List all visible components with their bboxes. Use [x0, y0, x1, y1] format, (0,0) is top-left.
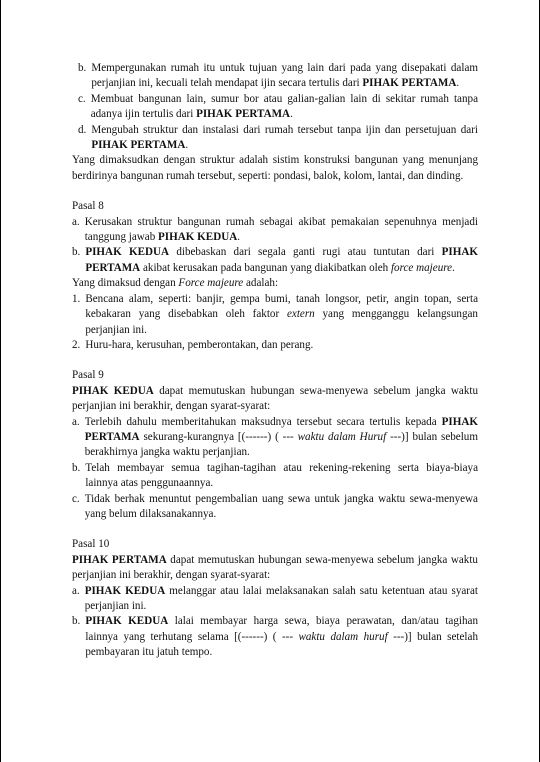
list-marker: d.: [78, 123, 87, 136]
list-item: [72, 92, 478, 123]
list-item: [72, 61, 478, 92]
list-text: Bencana alam, seperti: banjir, gempa bumi, tanah longsor, petir, angin topan, serta kebakaran yang disebabkan oleh faktor extern yang mengganggu kelangsungan perjanjian ini.: [85, 292, 478, 336]
list-text: Membuat bangunan lain, sumur bor atau galian-galian lain di sekitar rumah tanpa adanya ijin tertulis dari PIHAK PERTAMA.: [90, 92, 478, 121]
list-marker: a.: [72, 584, 80, 597]
list-text: Mempergunakan rumah itu untuk tujuan yang lain dari pada yang disepakati dalam perjanjian ini, kecuali telah mendapat ijin secara tertulis dari PIHAK PERTAMA.: [91, 62, 478, 90]
list-text: Kerusakan struktur bangunan rumah sebagai akibat pemakaian sepenuhnya menjadi tanggung jawab PIHAK KEDUA.: [84, 215, 478, 244]
list-item: [72, 245, 478, 276]
list-text: Telah membayar semua tagihan-tagihan atau rekening-rekening serta biaya-biaya lainnya atas penggunaannya.: [85, 461, 478, 490]
struktur-paragraph: Yang dimaksudkan dengan struktur adalah sistim konstruksi bangunan yang menunjang berdirinya bangunan rumah tersebut, seperti: pondasi, balok, kolom, lantai, dan dinding.: [72, 154, 478, 182]
pasal9-heading: Pasal 9: [72, 369, 104, 382]
list-text: Mengubah struktur dan instalasi dari rumah tersebut tanpa ijin dan persetujuan dari PIHAK PERTAMA.: [91, 123, 478, 152]
list-marker: a.: [72, 215, 80, 228]
force-majeure-definition: Yang dimaksud dengan Force majeure adalah:: [72, 277, 279, 290]
list-item: [72, 415, 478, 461]
numbered-item: [72, 338, 478, 353]
list-marker: b.: [72, 461, 81, 474]
list-item: [72, 614, 478, 660]
list-text: Huru-hara, kerusuhan, pemberontakan, dan perang.: [85, 338, 314, 351]
list-text: PIHAK KEDUA lalai membayar harga sewa, biaya perawatan, dan/atau tagihan lainnya yang terhutang selama [(------) ( --- waktu dalam huruf ---)] bulan setelah pembayaran itu jatuh tempo.: [85, 615, 479, 659]
list-marker: c.: [78, 92, 86, 105]
list-text: PIHAK KEDUA dibebaskan dari segala ganti rugi atau tuntutan dari PIHAK PERTAMA akibat kerusakan pada bangunan yang diakibatkan oleh force majeure.: [85, 246, 479, 274]
list-item: [72, 584, 478, 615]
list-item: [72, 123, 478, 154]
list-marker: b.: [72, 246, 81, 259]
pasal9-intro: PIHAK KEDUA dapat memutuskan hubungan sewa-menyewa sebelum jangka waktu perjanjian ini berakhir, dengan syarat-syarat:: [72, 384, 478, 413]
list-item: [72, 215, 478, 246]
list-item: [72, 461, 478, 492]
list-text: PIHAK KEDUA melanggar atau lalai melaksanakan salah satu ketentuan atau syarat perjanjian ini.: [84, 584, 478, 612]
list-text: Terlebih dahulu memberitahukan maksudnya tersebut secara tertulis kepada PIHAK PERTAMA sekurang-kurangnya [(------) ( --- waktu dalam Huruf ---)] bulan sebelum berakhirnya jangka waktu perjanjian.: [84, 415, 478, 459]
pasal10-intro: PIHAK PERTAMA dapat memutuskan hubungan sewa-menyewa sebelum jangka waktu perjanjian ini berakhir, dengan syarat-syarat:: [72, 553, 478, 582]
list-marker: b.: [72, 615, 81, 628]
pasal10-heading: Pasal 10: [72, 538, 110, 551]
list-marker: 1.: [72, 292, 81, 305]
list-marker: b.: [78, 62, 87, 74]
document-body: [72, 61, 478, 661]
list-marker: 2.: [72, 338, 81, 351]
list-marker: c.: [72, 492, 80, 505]
list-text: Tidak berhak menuntut pengembalian uang sewa untuk jangka waktu sewa-menyewa yang belum dilaksanakannya.: [84, 492, 478, 520]
list-item: [72, 492, 478, 523]
numbered-item: [72, 292, 478, 338]
list-marker: a.: [72, 415, 80, 428]
pasal8-heading: Pasal 8: [72, 200, 104, 213]
